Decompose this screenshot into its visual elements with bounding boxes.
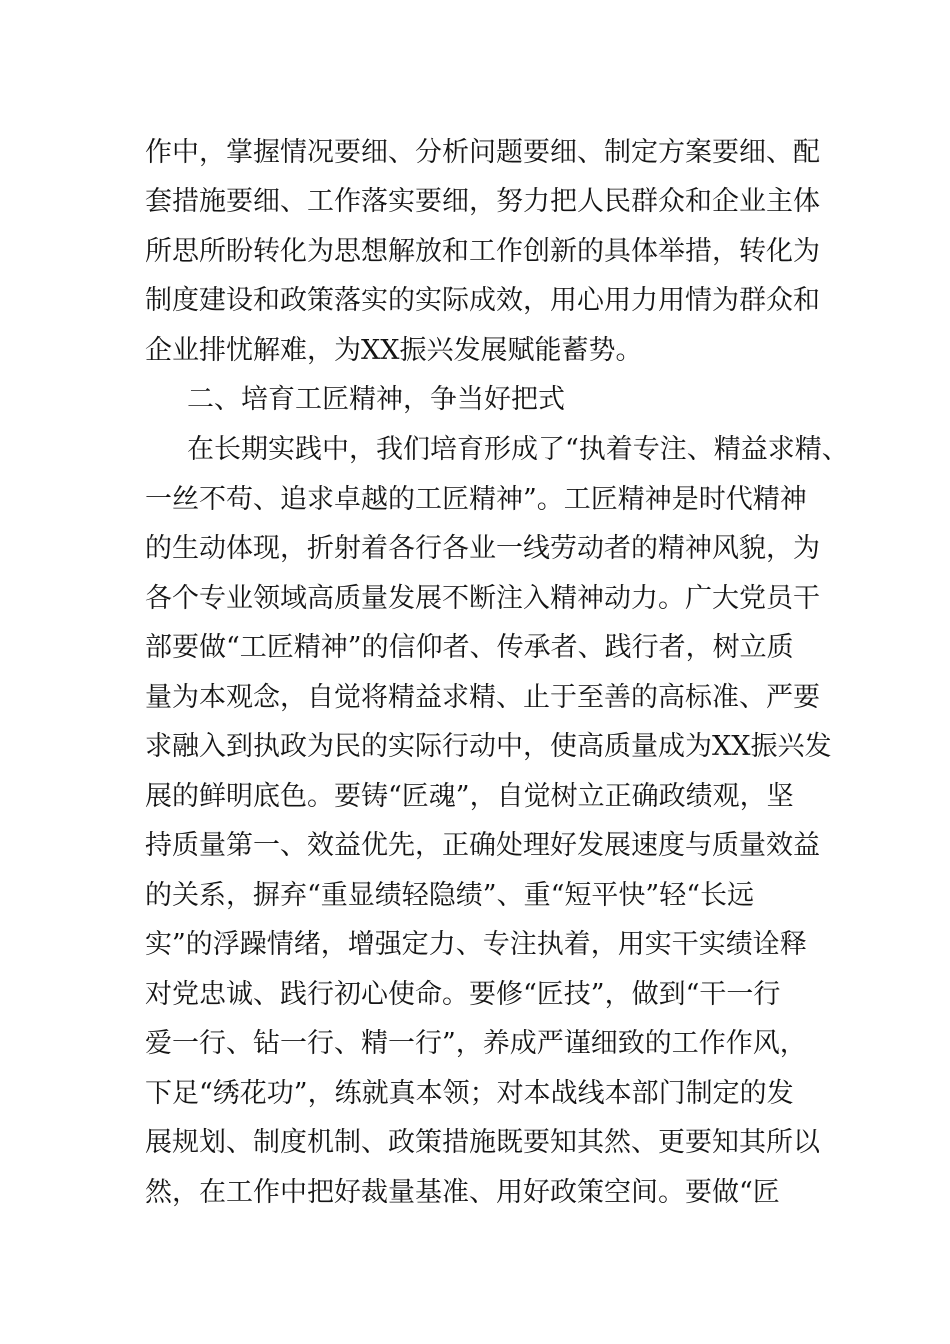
text-line-2: 套措施要细、工作落实要细，努力把人民群众和企业主体 [145,186,820,217]
text-line-5: 企业排忧解难，为XX振兴发展赋能蓄势。 [145,335,643,366]
text-line-18: 对党忠诚、践行初心使命。要修“匠技”，做到“干一行 [145,979,781,1010]
text-line-10: 各个专业领域高质量发展不断注入精神动力。广大党员干 [145,583,820,614]
text-line-14: 展的鲜明底色。要铸“匠魂”，自觉树立正确政绩观，坚 [145,781,794,812]
text-line-4: 制度建设和政策落实的实际成效，用心用力用情为群众和 [145,285,820,316]
text-line-17: 实”的浮躁情绪，增强定力、专注执着，用实干实绩诠释 [145,929,807,960]
text-line-3: 所思所盼转化为思想解放和工作创新的具体举措，转化为 [145,236,820,267]
text-line-16: 的关系，摒弃“重显绩轻隐绩”、重“短平快”轻“长远 [145,880,755,911]
text-line-15: 持质量第一、效益优先，正确处理好发展速度与质量效益 [145,830,820,861]
text-line-19: 爱一行、钻一行、精一行”，养成严谨细致的工作作风， [145,1028,807,1059]
section-heading: 二、培育工匠精神，争当好把式 [187,384,565,415]
text-line-21: 展规划、制度机制、政策措施既要知其然、更要知其所以 [145,1127,820,1158]
text-line-11: 部要做“工匠精神”的信仰者、传承者、践行者，树立质 [145,632,794,663]
text-line-20: 下足“绣花功”，练就真本领；对本战线本部门制定的发 [145,1078,794,1109]
text-line-13: 求融入到执政为民的实际行动中，使高质量成为XX振兴发 [145,731,832,762]
text-line-1: 作中，掌握情况要细、分析问题要细、制定方案要细、配 [145,137,820,168]
text-line-9: 的生动体现，折射着各行各业一线劳动者的精神风貌，为 [145,533,820,564]
text-line-22: 然，在工作中把好裁量基准、用好政策空间。要做“匠 [145,1177,780,1208]
text-line-12: 量为本观念，自觉将精益求精、止于至善的高标准、严要 [145,682,820,713]
text-line-8: 一丝不苟、追求卓越的工匠精神”。工匠精神是时代精神 [145,484,807,515]
text-line-7: 在长期实践中，我们培育形成了“执着专注、精益求精、 [187,434,849,465]
